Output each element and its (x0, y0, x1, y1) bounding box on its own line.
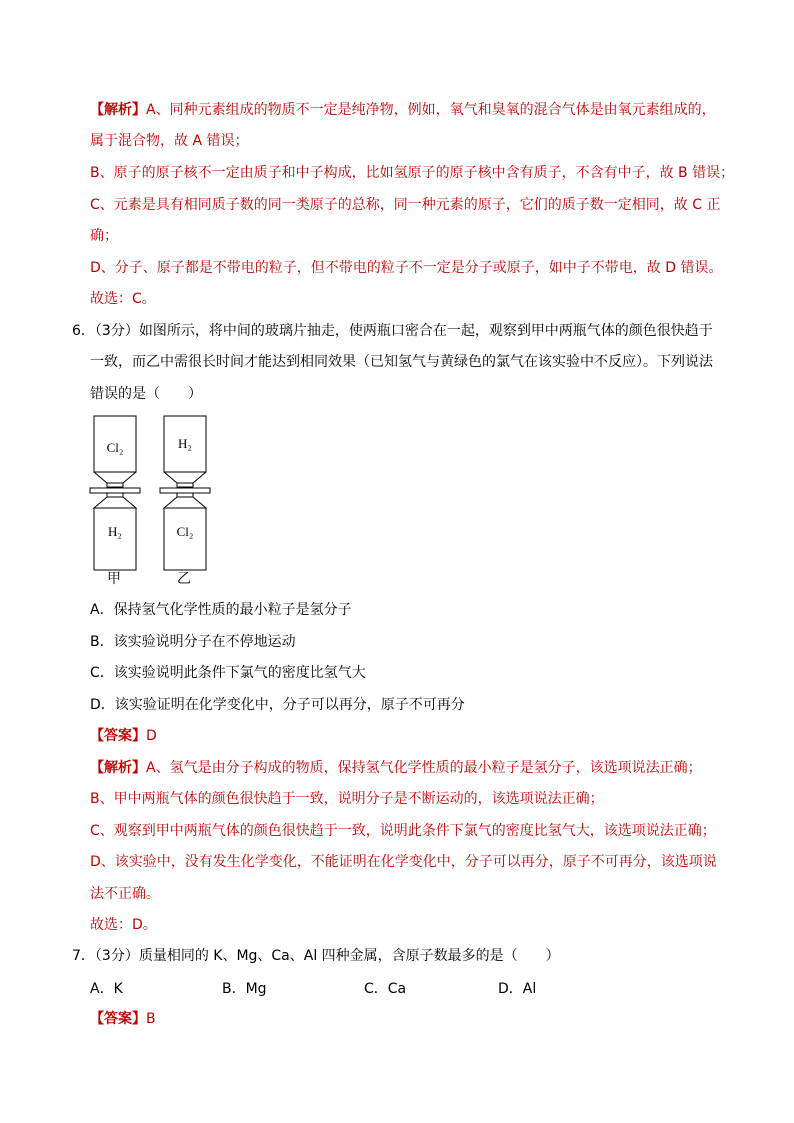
q6-analysis-line-5: 法不正确。 (90, 886, 160, 902)
jia-bottom-gas-label: H₂ (108, 524, 122, 539)
q5-analysis-line-3: B、原子的原子核不一定由质子和中子构成，比如氢原子的原子核中含有质子，不含有中子，故 B 错误； (90, 165, 735, 181)
q5-conclusion: 故选：C。 (90, 291, 156, 307)
q6-bottles-figure (88, 412, 218, 592)
q5-analysis-line-5: 确； (90, 228, 118, 244)
analysis-tag: 【解析】 (90, 102, 146, 118)
q6-stem-line-1: 6．（3分）如图所示，将中间的玻璃片抽走，使两瓶口密合在一起，观察到甲中两瓶气体的颜色很快趋于 (72, 323, 713, 339)
q7-answer-value: B (146, 1011, 156, 1027)
q7-option-b: B．Mg (222, 981, 267, 997)
q6-stem-line-2: 一致，而乙中需很长时间才能达到相同效果（已知氢气与黄绿色的氯气在该实验中不反应）。下列说法 (90, 354, 713, 370)
q5-analysis-line-1 (90, 100, 716, 120)
q5-analysis-line-6: D、分子、原子都是不带电的粒子，但不带电的粒子不一定是分子或原子，如中子不带电，故 D 错误。 (90, 260, 723, 276)
q6-answer-line (90, 726, 157, 746)
q6-analysis-line-2: B、甲中两瓶气体的颜色很快趋于一致，说明分子是不断运动的，该选项说法正确； (90, 791, 604, 807)
answer-tag-q7: 【答案】 (90, 1011, 146, 1027)
q7-option-a: A．K (90, 981, 123, 997)
figure-label-yi: 乙 (177, 571, 191, 587)
q6-option-a: A．保持氢气化学性质的最小粒子是氢分子 (90, 602, 352, 618)
yi-bottom-gas-label: Cl₂ (176, 524, 194, 539)
q6-analysis-line-1 (90, 758, 702, 778)
q6-answer-value: D (146, 728, 157, 744)
q7-stem: 7．（3分）质量相同的 K、Mg、Ca、Al 四种金属，含原子数最多的是（ ） (72, 948, 560, 964)
analysis-tag-q6: 【解析】 (90, 760, 146, 776)
q5-analysis-text-1: A、同种元素组成的物质不一定是纯净物，例如，氧气和臭氧的混合气体是由氧元素组成的， (146, 102, 716, 118)
q6-analysis-line-3: C、观察到甲中两瓶气体的颜色很快趋于一致，说明此条件下氯气的密度比氢气大，该选项说法正确； (90, 823, 716, 839)
q6-analysis-text-1: A、氢气是由分子构成的物质，保持氢气化学性质的最小粒子是氢分子，该选项说法正确； (146, 760, 702, 776)
answer-tag: 【答案】 (90, 728, 146, 744)
q6-option-c: C．该实验说明此条件下氯气的密度比氢气大 (90, 665, 366, 681)
q6-conclusion: 故选：D。 (90, 917, 157, 933)
q6-stem-line-3: 错误的是（ ） (90, 386, 202, 402)
q7-option-d: D．Al (498, 981, 537, 997)
q6-analysis-line-4: D、该实验中，没有发生化学变化，不能证明在化学变化中，分子可以再分，原子不可再分，该选项说 (90, 854, 717, 870)
q7-option-c: C．Ca (364, 981, 407, 997)
q5-analysis-line-2: 属于混合物，故 A 错误； (90, 133, 249, 149)
jia-top-gas-label: Cl₂ (106, 440, 124, 455)
yi-top-gas-label: H₂ (178, 436, 192, 451)
q5-analysis-line-4: C、元素是具有相同质子数的同一类原子的总称，同一种元素的原子，它们的质子数一定相同，故 C 正 (90, 197, 721, 213)
q6-option-b: B．该实验说明分子在不停地运动 (90, 634, 296, 650)
q7-answer-line (90, 1009, 156, 1029)
q6-option-d: D．该实验证明在化学变化中，分子可以再分，原子不可再分 (90, 697, 465, 713)
figure-label-jia: 甲 (107, 571, 121, 587)
